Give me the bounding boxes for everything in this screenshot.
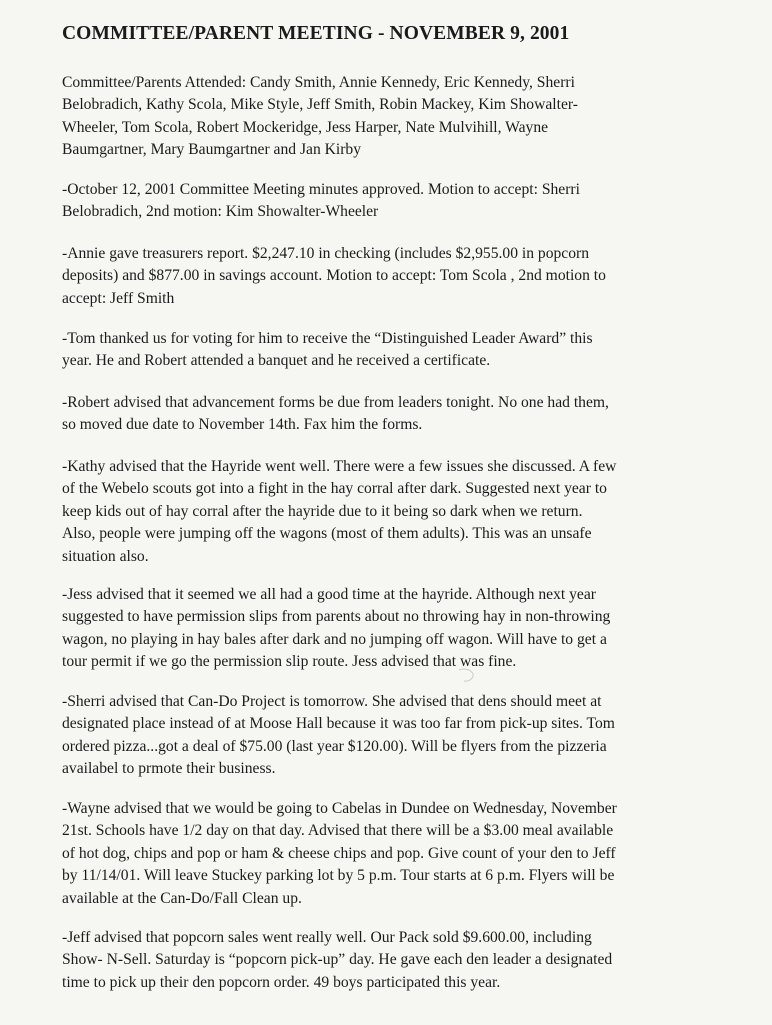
text-line: year. He and Robert attended a banquet and he received a certificate. bbox=[62, 352, 491, 370]
text-line: wagon, no playing in hay bales after dark and no jumping off wagon. Will have to get a bbox=[62, 630, 607, 648]
text-line: -Jeff advised that popcorn sales went really well. Our Pack sold $9.600.00, including bbox=[62, 929, 592, 946]
attendees-paragraph bbox=[62, 72, 762, 162]
text-line: of hot dog, chips and pop or ham & cheese chips and pop. Give count of your den to Jeff bbox=[62, 844, 616, 862]
text-line: -Wayne advised that we would be going to Cabelas in Dundee on Wednesday, November bbox=[62, 800, 617, 817]
text-line: -Tom thanked us for voting for him to receive the “Distinguished Leader Award” this bbox=[62, 330, 593, 347]
text-line: Show- N-Sell. Saturday is “popcorn pick-up” day. He gave each den leader a designated bbox=[62, 951, 613, 969]
text-line: by 11/14/01. Will leave Stuckey parking lot by 5 p.m. Tour starts at 6 p.m. Flyers will be bbox=[62, 867, 615, 885]
advancement-forms-paragraph bbox=[62, 392, 762, 437]
text-line: deposits) and $877.00 in savings account. Motion to accept: Tom Scola , 2nd motion to bbox=[62, 267, 606, 285]
pen-mark bbox=[455, 666, 479, 686]
text-line: Belobradich, Kathy Scola, Mike Style, Jeff Smith, Robin Mackey, Kim Showalter- bbox=[62, 96, 578, 114]
page-title: COMMITTEE/PARENT MEETING - NOVEMBER 9, 2001 bbox=[62, 23, 570, 44]
popcorn-sales-paragraph bbox=[62, 927, 762, 994]
treasurer-report-paragraph bbox=[62, 243, 762, 310]
permission-slips-paragraph bbox=[62, 584, 762, 674]
minutes-approval-paragraph bbox=[62, 179, 762, 224]
text-line: designated place instead of at Moose Hall because it was too far from pick-up sites. Tom bbox=[62, 715, 615, 733]
text-line: -Robert advised that advancement forms be due from leaders tonight. No one had them, bbox=[62, 394, 609, 411]
text-line: -Annie gave treasurers report. $2,247.10 in checking (includes $2,955.00 in popcorn bbox=[62, 245, 590, 262]
text-line: accept: Jeff Smith bbox=[62, 289, 175, 307]
text-line: so moved due date to November 14th. Fax him the forms. bbox=[62, 416, 423, 434]
text-line: Wheeler, Tom Scola, Robert Mockeridge, Jess Harper, Nate Mulvihill, Wayne bbox=[62, 118, 549, 136]
cabelas-trip-paragraph bbox=[62, 798, 762, 910]
text-line: keep kids out of hay corral after the hayride due to it being so dark when we return. bbox=[62, 502, 583, 520]
text-line: time to pick up their den popcorn order. 49 boys participated this year. bbox=[62, 973, 501, 991]
hayride-paragraph bbox=[62, 456, 762, 568]
text-line: availabel to prmote their business. bbox=[62, 760, 276, 778]
text-line: of the Webelo scouts got into a fight in the hay corral after dark. Suggested next year to bbox=[62, 480, 607, 498]
text-line: situation also. bbox=[62, 547, 149, 565]
text-line: Baumgartner, Mary Baumgartner and Jan Kirby bbox=[62, 141, 362, 159]
can-do-project-paragraph bbox=[62, 691, 762, 781]
text-line: Belobradich, 2nd motion: Kim Showalter-Wheeler bbox=[62, 203, 379, 221]
text-line: Committee/Parents Attended: Candy Smith, Annie Kennedy, Eric Kennedy, Sherri bbox=[62, 74, 575, 91]
text-line: available at the Can-Do/Fall Clean up. bbox=[62, 889, 302, 907]
text-line: tour permit if we go the permission slip route. Jess advised that was fine. bbox=[62, 653, 517, 671]
text-line: -Sherri advised that Can-Do Project is tomorrow. She advised that dens should meet at bbox=[62, 693, 602, 710]
text-line: -October 12, 2001 Committee Meeting minutes approved. Motion to accept: Sherri bbox=[62, 181, 580, 198]
text-line: 21st. Schools have 1/2 day on that day. Advised that there will be a $3.00 meal available bbox=[62, 822, 614, 840]
text-line: ordered pizza...got a deal of $75.00 (last year $120.00). Will be flyers from the pizzeria bbox=[62, 737, 607, 755]
text-line: -Jess advised that it seemed we all had a good time at the hayride. Although next year bbox=[62, 586, 596, 603]
text-line: -Kathy advised that the Hayride went well. There were a few issues she discussed. A few bbox=[62, 458, 617, 475]
text-line: suggested to have permission slips from parents about no throwing hay in non-throwing bbox=[62, 608, 611, 626]
text-line: Also, people were jumping off the wagons (most of them adults). This was an unsafe bbox=[62, 525, 592, 543]
leader-award-paragraph bbox=[62, 328, 762, 373]
